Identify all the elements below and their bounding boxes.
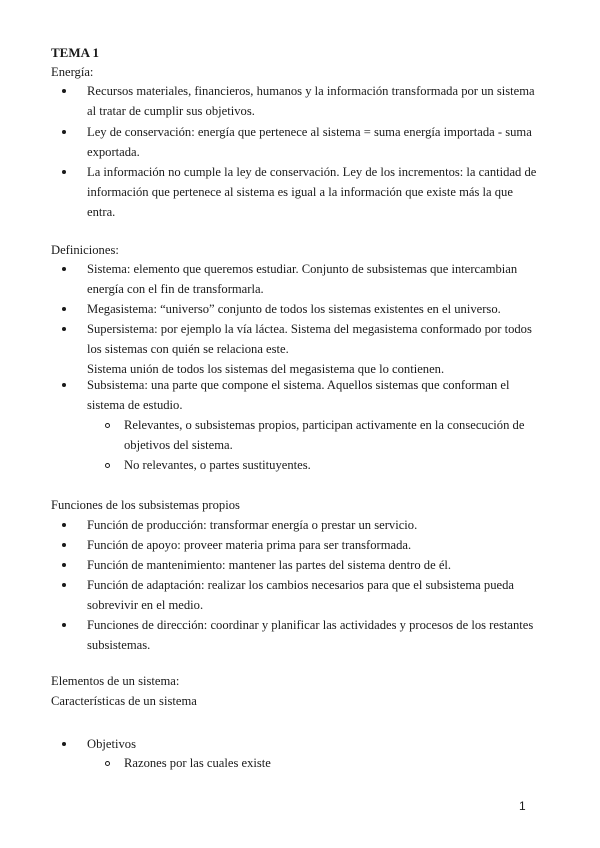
- list-item-line: Supersistema: por ejemplo la vía láctea. Sistema del megasistema conformado por todos: [87, 322, 532, 336]
- list-item-line: Subsistema: una parte que compone el sistema. Aquellos sistemas que conforman el: [87, 378, 510, 392]
- sublist-item-line: Razones por las cuales existe: [124, 756, 271, 770]
- bullet-icon: [62, 563, 66, 567]
- list-item-line: exportada.: [87, 145, 140, 159]
- page-number: 1: [519, 799, 526, 813]
- bullet-icon: [62, 383, 66, 387]
- list-item-line: subsistemas.: [87, 638, 151, 652]
- sublist-item-line: No relevantes, o partes sustituyentes.: [124, 458, 311, 472]
- sub-bullet-icon: [105, 423, 110, 428]
- bullet-icon: [62, 623, 66, 627]
- section-heading-elementos: Elementos de un sistema:: [51, 674, 180, 688]
- section-heading-funciones: Funciones de los subsistemas propios: [51, 498, 240, 512]
- bullet-icon: [62, 327, 66, 331]
- bullet-icon: [62, 170, 66, 174]
- bullet-icon: [62, 130, 66, 134]
- section-heading-definiciones: Definiciones:: [51, 243, 119, 257]
- section-subheading-caracteristicas: Características de un sistema: [51, 694, 197, 708]
- bullet-icon: [62, 543, 66, 547]
- list-item-line: sistema de estudio.: [87, 398, 183, 412]
- list-item-line: Función de apoyo: proveer materia prima para ser transformada.: [87, 538, 412, 552]
- list-item-line: Función de mantenimiento: mantener las partes del sistema dentro de él.: [87, 558, 452, 572]
- list-item-line: energía con el fin de transformarla.: [87, 282, 264, 296]
- list-item-line: Funciones de dirección: coordinar y planificar las actividades y procesos de los restantes: [87, 618, 534, 632]
- list-item-line: Recursos materiales, financieros, humanos y la información transformada por un sistema: [87, 84, 535, 98]
- list-item-line: Ley de conservación: energía que pertenece al sistema = suma energía importada - suma: [87, 125, 532, 139]
- section-heading-energia: Energía:: [51, 65, 94, 79]
- list-item-line: Megasistema: “universo” conjunto de todos los sistemas existentes en el universo.: [87, 302, 501, 316]
- sublist-item-line: Relevantes, o subsistemas propios, participan activamente en la consecución de: [124, 418, 525, 432]
- list-item-line: La información no cumple la ley de conservación. Ley de los incrementos: la cantidad de: [87, 165, 537, 179]
- bullet-icon: [62, 742, 66, 746]
- list-item-line: Función de adaptación: realizar los cambios necesarios para que el subsistema pueda: [87, 578, 514, 592]
- bullet-icon: [62, 523, 66, 527]
- list-item-line: Sistema unión de todos los sistemas del megasistema que lo contienen.: [87, 362, 445, 376]
- page-title: TEMA 1: [51, 45, 100, 60]
- list-item-line: Sistema: elemento que queremos estudiar. Conjunto de subsistemas que intercambian: [87, 262, 518, 276]
- bullet-icon: [62, 267, 66, 271]
- list-item-line: los sistemas con quién se relaciona este.: [87, 342, 289, 356]
- list-item-line: Función de producción: transformar energía o prestar un servicio.: [87, 518, 418, 532]
- bullet-icon: [62, 583, 66, 587]
- sublist-item-line: objetivos del sistema.: [124, 438, 233, 452]
- list-item-line: entra.: [87, 205, 116, 219]
- list-item-line: información que pertenece al sistema es igual a la información que existe más la que: [87, 185, 513, 199]
- bullet-icon: [62, 89, 66, 93]
- list-item-line: al tratar de cumplir sus objetivos.: [87, 104, 255, 118]
- bullet-icon: [62, 307, 66, 311]
- sub-bullet-icon: [105, 761, 110, 766]
- list-item-line: Objetivos: [87, 737, 136, 751]
- sub-bullet-icon: [105, 463, 110, 468]
- list-item-line: sobrevivir en el medio.: [87, 598, 204, 612]
